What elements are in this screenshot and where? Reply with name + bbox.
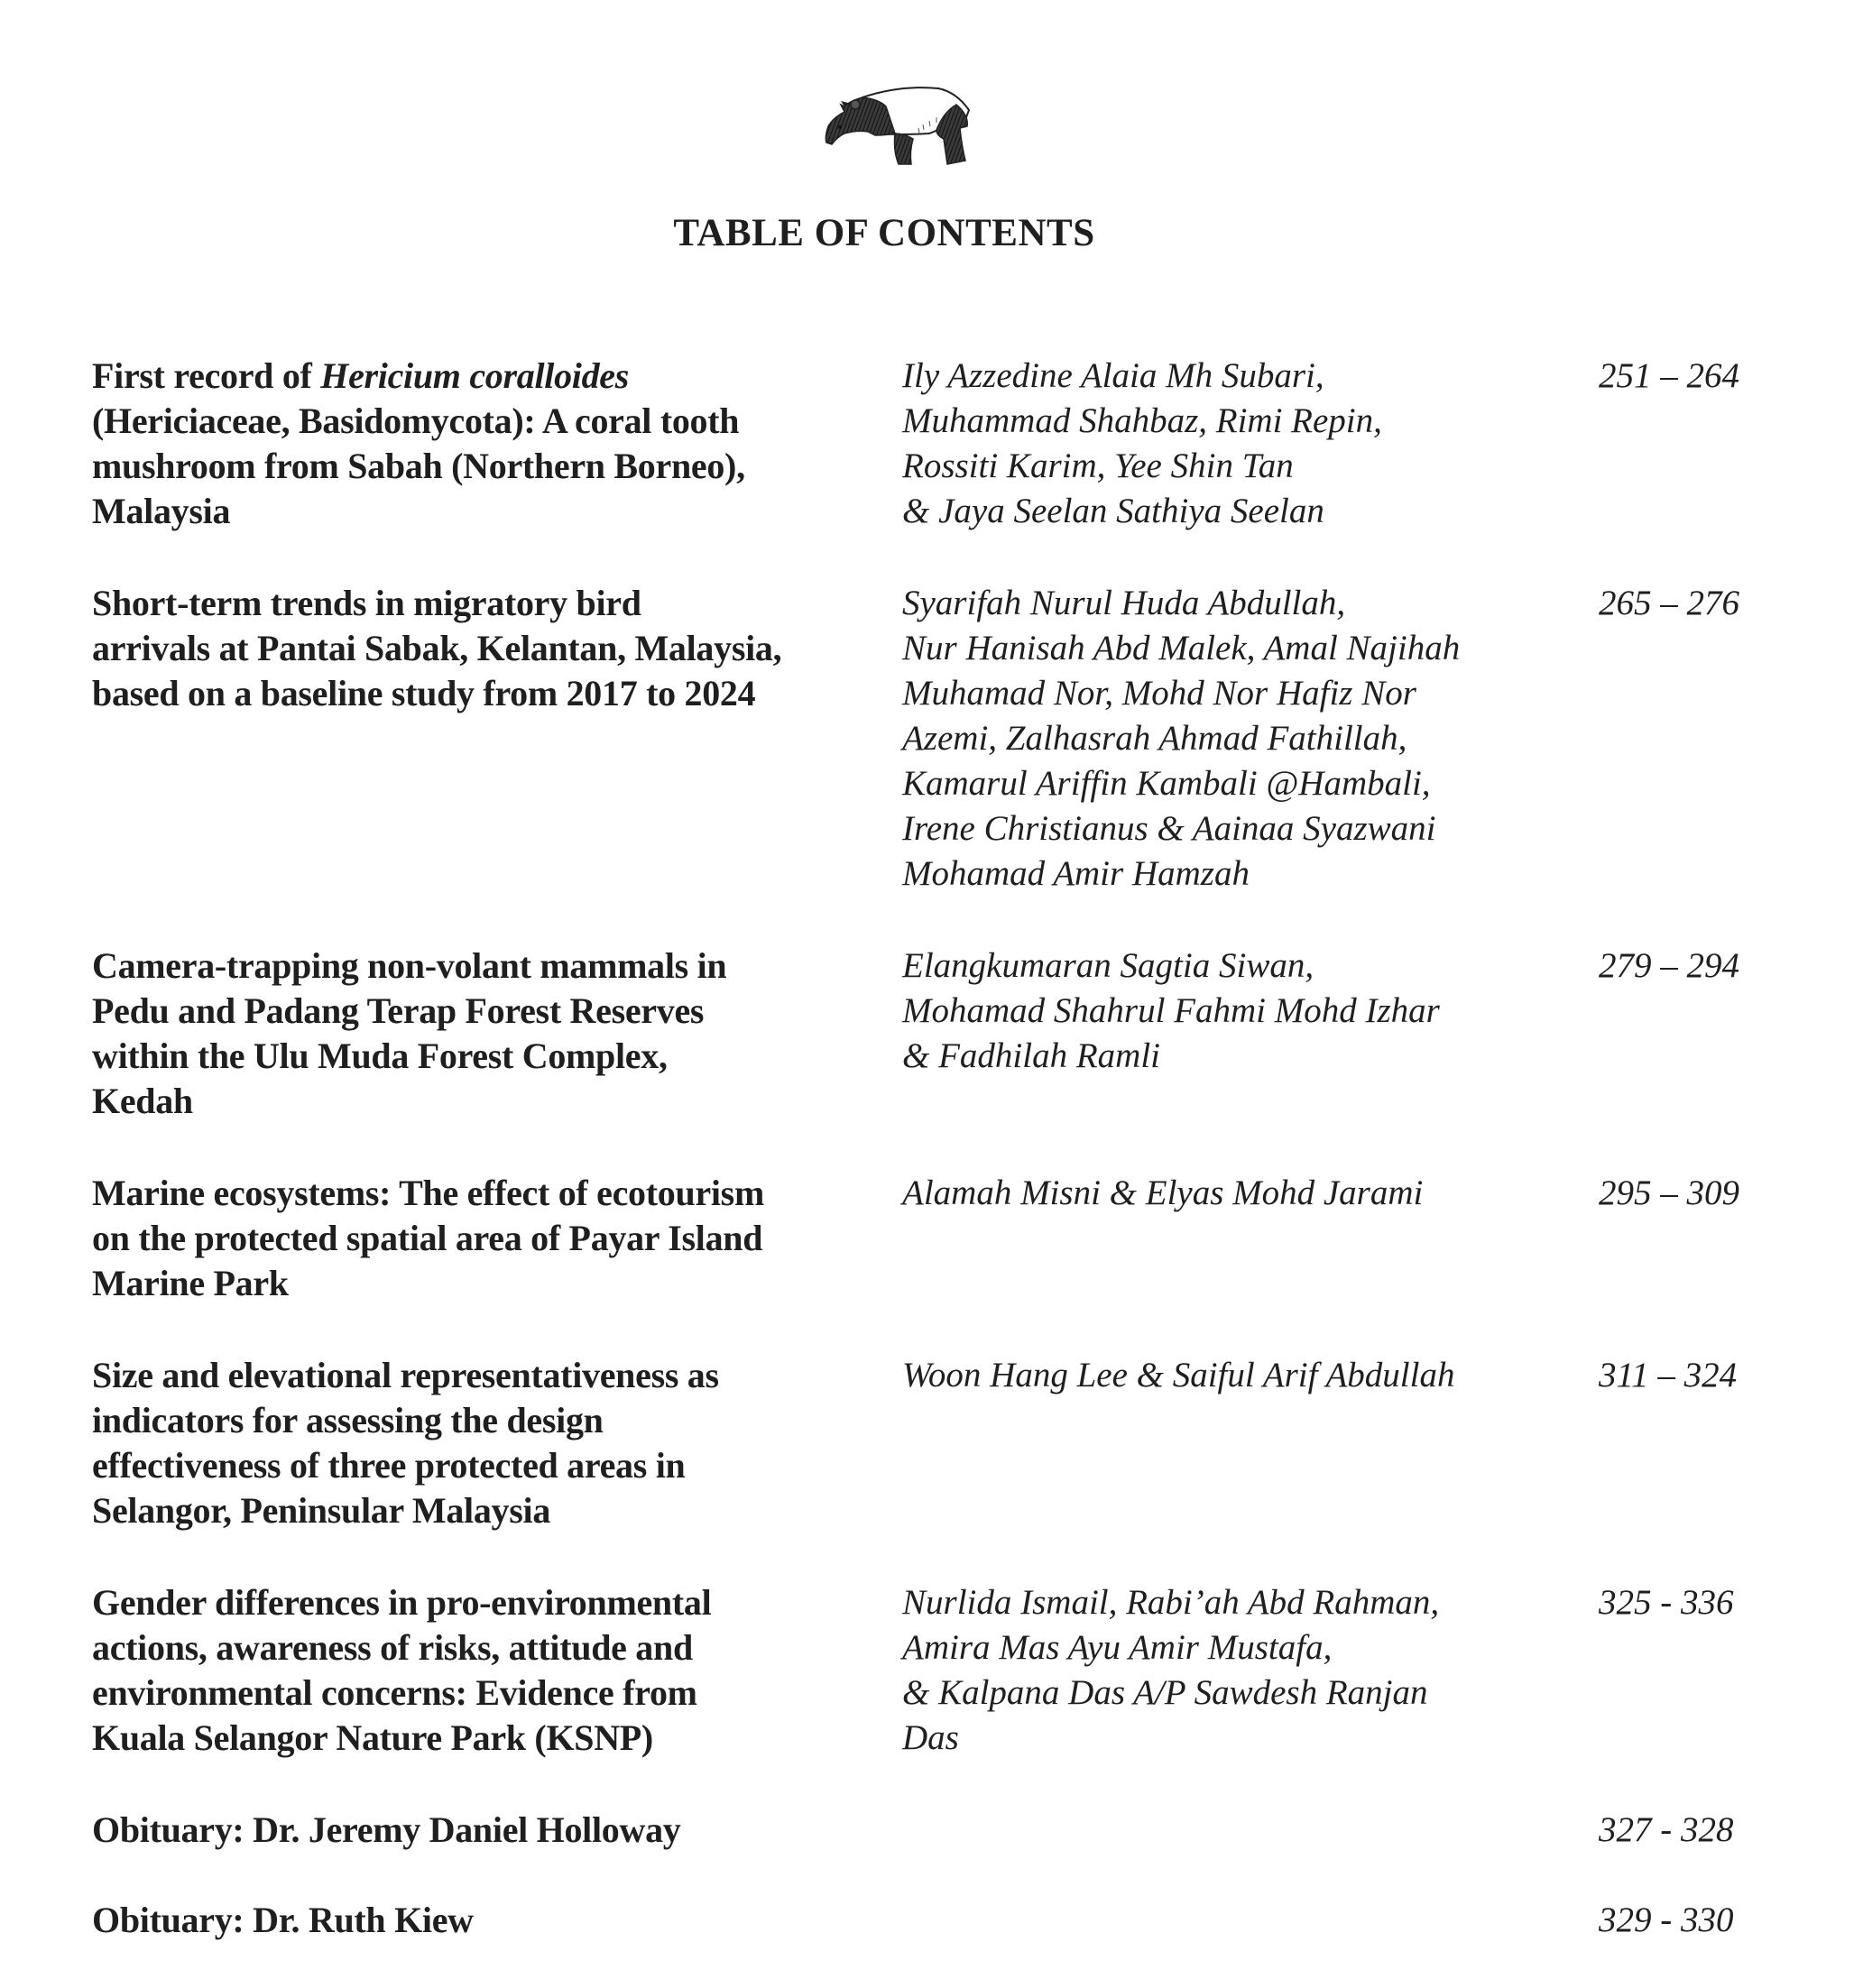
- entry-title-line: indicators for assessing the design: [92, 1400, 604, 1440]
- entry-title: [92, 1580, 902, 1761]
- page-range: 329 - 330: [1599, 1901, 1734, 1939]
- entry-title-line: Obituary: Dr. Ruth Kiew: [92, 1900, 474, 1940]
- entry-title-line: [92, 354, 902, 399]
- entry-title: [92, 1808, 902, 1853]
- table-of-contents: [92, 354, 1770, 1988]
- toc-entry: [92, 1353, 1770, 1533]
- page-title: TABLE OF CONTENTS: [673, 212, 1095, 254]
- page-range: 279 – 294: [1599, 946, 1739, 985]
- entry-authors: [902, 1353, 1597, 1533]
- entry-title-line: Short-term trends in migratory bird: [92, 583, 641, 623]
- entry-title-line: arrivals at Pantai Sabak, Kelantan, Malaysia,: [92, 628, 782, 668]
- author-line: Nur Hanisah Abd Malek, Amal Najihah: [902, 629, 1461, 667]
- entry-title-line: Marine Park: [92, 1263, 289, 1303]
- tapir-logo-icon: [792, 70, 982, 168]
- page-range: 325 - 336: [1599, 1583, 1734, 1622]
- entry-authors: [902, 354, 1597, 534]
- entry-title-line: on the protected spatial area of Payar Island: [92, 1218, 763, 1258]
- entry-title: [92, 943, 902, 1124]
- page-range: 311 – 324: [1599, 1356, 1738, 1394]
- entry-title-line: Obituary: Dr. Jeremy Daniel Holloway: [92, 1809, 681, 1850]
- entry-title-line: effectiveness of three protected areas in: [92, 1445, 686, 1486]
- entry-title-line: Gender differences in pro-environmental: [92, 1582, 712, 1623]
- entry-authors: [902, 1898, 1597, 1943]
- entry-title-line: mushroom from Sabah (Northern Borneo),: [92, 446, 745, 486]
- entry-title-line: Kedah: [92, 1081, 193, 1121]
- author-line: Nurlida Ismail, Rabi’ah Abd Rahman,: [902, 1583, 1440, 1622]
- entry-title-line: actions, awareness of risks, attitude and: [92, 1627, 693, 1668]
- author-line: Muhamad Nor, Mohd Nor Hafiz Nor: [902, 674, 1416, 713]
- author-line: & Kalpana Das A/P Sawdesh Ranjan: [902, 1673, 1428, 1712]
- entry-title: [92, 1353, 902, 1533]
- toc-entry: [92, 1898, 1770, 1943]
- toc-entry: [92, 1808, 1770, 1853]
- toc-entry: [92, 1580, 1770, 1761]
- entry-title-line: (Hericiaceae, Basidomycota): A coral tooth: [92, 400, 740, 441]
- author-line: Rossiti Karim, Yee Shin Tan: [902, 446, 1294, 485]
- entry-title: [92, 1898, 902, 1943]
- author-line: Amira Mas Ayu Amir Mustafa,: [902, 1628, 1333, 1667]
- author-line: Das: [902, 1718, 959, 1757]
- entry-title-line: Pedu and Padang Terap Forest Reserves: [92, 990, 705, 1031]
- entry-title-line: Malaysia: [92, 491, 231, 531]
- author-line: Mohamad Shahrul Fahmi Mohd Izhar: [902, 991, 1440, 1030]
- author-line: Woon Hang Lee & Saiful Arif Abdullah: [902, 1356, 1455, 1394]
- entry-title-text: First record of: [92, 355, 321, 396]
- author-line: Syarifah Nurul Huda Abdullah,: [902, 584, 1346, 622]
- toc-entry: [92, 354, 1770, 534]
- entry-authors: [902, 581, 1597, 897]
- toc-entry: [92, 581, 1770, 897]
- page-range: 251 – 264: [1599, 356, 1739, 395]
- entry-authors: [902, 1580, 1597, 1761]
- entry-title-line: Marine ecosystems: The effect of ecotourism: [92, 1173, 764, 1213]
- entry-title-line: Size and elevational representativeness as: [92, 1355, 719, 1395]
- page-range: 265 – 276: [1599, 584, 1739, 622]
- author-line: Azemi, Zalhasrah Ahmad Fathillah,: [902, 719, 1407, 758]
- author-line: Alamah Misni & Elyas Mohd Jarami: [902, 1173, 1424, 1212]
- toc-entry: [92, 943, 1770, 1124]
- author-line: Irene Christianus & Aainaa Syazwani: [902, 809, 1436, 848]
- author-line: Elangkumaran Sagtia Siwan,: [902, 946, 1314, 985]
- author-line: Ily Azzedine Alaia Mh Subari,: [902, 356, 1324, 395]
- entry-title-line: within the Ulu Muda Forest Complex,: [92, 1035, 668, 1076]
- entry-title-line: Camera-trapping non-volant mammals in: [92, 945, 727, 986]
- entry-title-line: environmental concerns: Evidence from: [92, 1672, 697, 1713]
- entry-authors: [902, 1171, 1597, 1306]
- page-range: 295 – 309: [1599, 1173, 1739, 1212]
- author-line: & Jaya Seelan Sathiya Seelan: [902, 492, 1324, 530]
- author-line: Mohamad Amir Hamzah: [902, 854, 1250, 893]
- entry-title: [92, 354, 902, 534]
- entry-authors: [902, 1808, 1597, 1853]
- page-range: 327 - 328: [1599, 1810, 1734, 1849]
- toc-entry: [92, 1171, 1770, 1306]
- entry-title-line: based on a baseline study from 2017 to 2024: [92, 673, 756, 713]
- species-name: Hericium coralloides: [320, 355, 630, 396]
- author-line: Muhammad Shahbaz, Rimi Repin,: [902, 401, 1382, 440]
- entry-title-line: Kuala Selangor Nature Park (KSNP): [92, 1717, 653, 1758]
- entry-title-line: Selangor, Peninsular Malaysia: [92, 1490, 551, 1531]
- author-line: Kamarul Ariffin Kambali @Hambali,: [902, 764, 1431, 803]
- entry-title: [92, 1171, 902, 1306]
- entry-title: [92, 581, 902, 897]
- author-line: & Fadhilah Ramli: [902, 1036, 1160, 1075]
- entry-authors: [902, 943, 1597, 1124]
